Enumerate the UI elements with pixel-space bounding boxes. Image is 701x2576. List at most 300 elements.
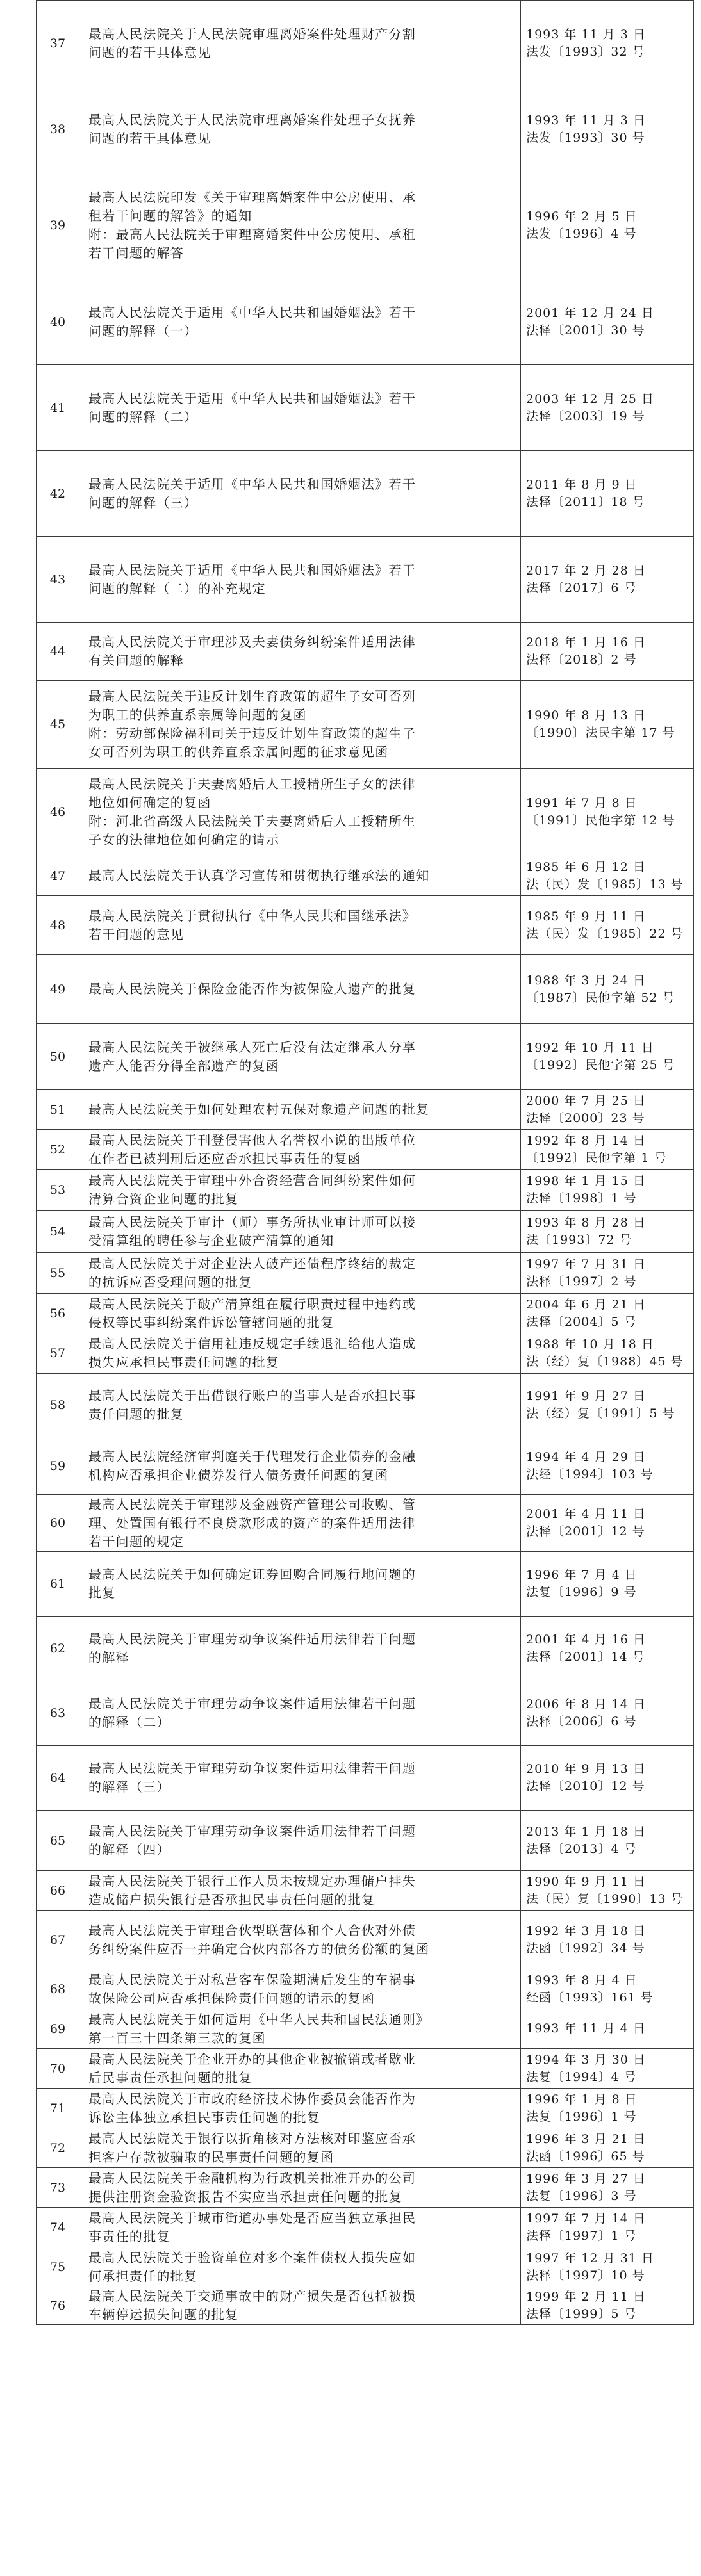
table-row [37,2247,694,2287]
issuance-info-cell [521,1681,694,1746]
issue-date: 1993 年 11 月 3 日 [526,113,646,127]
document-number: 法释〔2006〕6 号 [526,1715,637,1729]
row-number: 47 [37,856,79,896]
issue-date: 2017 年 2 月 28 日 [526,563,646,578]
issuance-info-cell [521,2168,694,2208]
table-row [37,769,694,856]
row-number: 73 [37,2168,79,2208]
row-number: 65 [37,1811,79,1871]
document-title-line: 最高人民法院关于市政府经济技术协作委员会能否作为 [88,2091,416,2107]
issuance-info-cell [521,2089,694,2128]
document-title-line: 问题的若干具体意见 [88,130,211,146]
row-number: 57 [37,1333,79,1374]
issuance-info-cell [521,1211,694,1253]
row-number: 40 [37,279,79,365]
document-number: 法释〔2003〕19 号 [526,409,645,423]
document-title-line: 最高人民法院关于企业开办的其他企业被撤销或者歇业 [88,2051,416,2067]
table-row [37,681,694,769]
issue-date: 1997 年 7 月 31 日 [526,1257,646,1271]
document-number: 法释〔2001〕12 号 [526,1524,645,1538]
document-number: 法释〔1997〕10 号 [526,2268,645,2283]
document-title-line: 最高人民法院关于如何适用《中华人民共和国民法通则》 [88,2011,430,2027]
document-title-cell [79,769,521,856]
issue-date: 2003 年 12 月 25 日 [526,391,654,406]
document-title-line: 受清算组的聘任参与企业破产清算的通知 [88,1232,334,1248]
document-title-line: 最高人民法院关于适用《中华人民共和国婚姻法》若干 [88,390,416,406]
issue-date: 2001 年 4 月 16 日 [526,1633,646,1647]
table-row [37,1911,694,1969]
table-row [37,451,694,537]
document-title-line: 最高人民法院关于被继承人死亡后没有法定继承人分享 [88,1039,416,1055]
document-title-cell [79,2128,521,2168]
document-number: 〔1991〕民他字第 12 号 [526,813,675,827]
issuance-info-cell [521,1090,694,1130]
document-title-cell [79,86,521,172]
issuance-info-cell [521,1871,694,1911]
document-title-line: 最高人民法院关于交通事故中的财产损失是否包括被损 [88,2288,416,2304]
document-title-line: 最高人民法院关于人民法院审理离婚案件处理财产分割 [88,26,416,42]
document-title-line: 最高人民法院关于信用社违反规定手续退汇给他人造成 [88,1336,416,1351]
issuance-info-cell [521,537,694,623]
document-number: 〔1987〕民他字第 52 号 [526,990,675,1005]
document-title-line: 若干问题的规定 [88,1533,185,1549]
issuance-info-cell [521,365,694,451]
issue-date: 1999 年 2 月 11 日 [526,2290,646,2304]
document-title-cell [79,2208,521,2247]
document-title-line: 最高人民法院印发《关于审理离婚案件中公房使用、承 [88,190,416,205]
document-title-line: 最高人民法院关于破产清算组在履行职责过程中违约或 [88,1296,416,1312]
table-row [37,537,694,623]
table-row [37,1437,694,1495]
issuance-info-cell [521,2009,694,2049]
document-title-line: 最高人民法院关于如何确定证券回购合同履行地问题的 [88,1567,416,1582]
table-row [37,1333,694,1374]
table-row [37,1681,694,1746]
document-title-cell [79,172,521,279]
regulations-table [36,0,694,2325]
issue-date: 2013 年 1 月 18 日 [526,1824,646,1839]
document-number: 法经〔1994〕103 号 [526,1467,654,1481]
document-title-line: 附：劳动部保险福利司关于违反计划生育政策的超生子 [88,726,416,741]
document-title-line: 最高人民法院关于验资单位对多个案件债权人损失应如 [88,2249,416,2265]
document-title-cell [79,1746,521,1811]
document-title-cell [79,1024,521,1090]
issue-date: 2018 年 1 月 16 日 [526,635,646,649]
document-title-line: 最高人民法院关于适用《中华人民共和国婚姻法》若干 [88,562,416,578]
document-number: 法复〔1996〕3 号 [526,2189,637,2203]
issuance-info-cell [521,896,694,955]
document-title-line: 最高人民法院关于审理涉及金融资产管理公司收购、管 [88,1496,416,1512]
document-title-cell [79,1681,521,1746]
document-title-line: 责任问题的批复 [88,1406,185,1422]
row-number: 75 [37,2247,79,2287]
document-title-line: 事责任的批复 [88,2228,170,2244]
document-title-line: 最高人民法院关于审理劳动争议案件适用法律若干问题 [88,1631,416,1647]
issuance-info-cell [521,1911,694,1969]
document-title-line: 诉讼主体独立承担民事责任问题的批复 [88,2109,321,2125]
document-title-line: 最高人民法院关于审理劳动争议案件适用法律若干问题 [88,1761,416,1776]
issue-date: 1985 年 9 月 11 日 [526,909,646,924]
document-title-line: 最高人民法院关于夫妻离婚后人工授精所生子女的法律 [88,776,416,792]
document-title-line: 最高人民法院关于适用《中华人民共和国婚姻法》若干 [88,476,416,492]
document-title-cell [79,279,521,365]
issue-date: 2011 年 8 月 9 日 [526,477,638,492]
table-row [37,1253,694,1294]
document-title-line: 的抗诉应否受理问题的批复 [88,1274,252,1290]
document-title-cell [79,856,521,896]
document-title-line: 第一百三十四条第三款的复函 [88,2030,266,2046]
document-title-cell [79,2287,521,2325]
document-title-line: 后民事责任承担问题的批复 [88,2069,252,2085]
issue-date: 1993 年 11 月 3 日 [526,27,646,42]
document-number: 法（经）复〔1988〕45 号 [526,1355,684,1369]
issue-date: 1997 年 7 月 14 日 [526,2211,646,2226]
table-row [37,2168,694,2208]
document-title-cell [79,1130,521,1170]
row-number: 44 [37,623,79,681]
issuance-info-cell [521,1811,694,1871]
row-number: 76 [37,2287,79,2325]
table-row [37,1811,694,1871]
row-number: 37 [37,1,79,86]
issuance-info-cell [521,2208,694,2247]
regulations-table-body [37,1,694,2325]
document-title-cell [79,2089,521,2128]
row-number: 52 [37,1130,79,1170]
document-title-line: 故保险公司应否承担保险责任问题的请示的复函 [88,1990,375,2006]
row-number: 64 [37,1746,79,1811]
row-number: 43 [37,537,79,623]
table-row [37,1552,694,1617]
document-number: 法释〔2017〕6 号 [526,580,637,595]
document-title-cell [79,1211,521,1253]
row-number: 48 [37,896,79,955]
issue-date: 1998 年 1 月 15 日 [526,1173,646,1188]
issue-date: 1994 年 3 月 30 日 [526,2052,646,2067]
issue-date: 1990 年 8 月 13 日 [526,708,646,722]
document-title-line: 最高人民法院关于如何处理农村五保对象遗产问题的批复 [88,1102,430,1117]
document-title-cell [79,2009,521,2049]
document-number: 法复〔1996〕1 号 [526,2109,637,2124]
document-title-cell [79,537,521,623]
document-number: 法释〔1999〕5 号 [526,2307,637,2321]
table-row [37,1,694,86]
document-title-line: 务纠纷案件应否一并确定合伙内部各方的债务份额的复函 [88,1941,430,1957]
document-title-line: 损失应承担民事责任问题的批复 [88,1355,280,1370]
document-title-line: 最高人民法院关于违反计划生育政策的超生子女可否列 [88,689,416,704]
issue-date: 1990 年 9 月 11 日 [526,1874,646,1889]
issuance-info-cell [521,623,694,681]
document-title-line: 遗产人能否分得全部遗产的复函 [88,1058,280,1073]
issuance-info-cell [521,1294,694,1333]
table-row [37,1211,694,1253]
document-title-line: 最高人民法院经济审判庭关于代理发行企业债券的金融 [88,1448,416,1464]
document-title-line: 最高人民法院关于审计（师）事务所执业审计师可以接 [88,1214,416,1230]
row-number: 70 [37,2049,79,2089]
document-title-line: 最高人民法院关于审理中外合资经营合同纠纷案件如何 [88,1172,416,1188]
document-number: 法（经）复〔1991〕5 号 [526,1406,675,1421]
document-number: 〔1990〕法民字第 17 号 [526,726,675,740]
document-title-cell [79,1495,521,1552]
document-title-line: 批复 [88,1585,116,1601]
document-title-line: 问题的若干具体意见 [88,44,211,60]
document-title-cell [79,451,521,537]
row-number: 67 [37,1911,79,1969]
document-title-line: 最高人民法院关于保险金能否作为被保险人遗产的批复 [88,981,416,997]
row-number: 66 [37,1871,79,1911]
document-title-line: 最高人民法院关于认真学习宣传和贯彻执行继承法的通知 [88,868,430,883]
issuance-info-cell [521,1170,694,1211]
row-number: 41 [37,365,79,451]
document-title-line: 有关问题的解释 [88,653,185,668]
document-title-line: 附：最高人民法院关于审理离婚案件中公房使用、承租 [88,227,416,242]
row-number: 51 [37,1090,79,1130]
table-row [37,856,694,896]
document-title-line: 最高人民法院关于银行以折角核对方法核对印鉴应否承 [88,2130,416,2146]
document-title-cell [79,1,521,86]
table-row [37,1969,694,2009]
issuance-info-cell [521,856,694,896]
document-title-line: 最高人民法院关于审理劳动争议案件适用法律若干问题 [88,1823,416,1839]
issuance-info-cell [521,769,694,856]
document-number: 经函〔1993〕161 号 [526,1990,654,2005]
document-title-cell [79,1911,521,1969]
issue-date: 1994 年 4 月 29 日 [526,1449,646,1464]
issuance-info-cell [521,1969,694,2009]
document-title-line: 清算合资企业问题的批复 [88,1191,239,1207]
document-title-line: 侵权等民事纠纷案件诉讼管辖问题的批复 [88,1314,334,1330]
row-number: 55 [37,1253,79,1294]
row-number: 74 [37,2208,79,2247]
document-title-cell [79,1617,521,1681]
table-row [37,2208,694,2247]
row-number: 58 [37,1374,79,1437]
issuance-info-cell [521,172,694,279]
issuance-info-cell [521,451,694,537]
issuance-info-cell [521,955,694,1024]
document-title-cell [79,681,521,769]
document-title-line: 问题的解释（三） [88,494,198,510]
document-number: 法函〔1992〕34 号 [526,1941,645,1955]
issue-date: 1996 年 1 月 8 日 [526,2092,638,2107]
table-row [37,1746,694,1811]
table-row [37,86,694,172]
document-title-line: 问题的解释（二）的补充规定 [88,580,266,596]
row-number: 42 [37,451,79,537]
document-title-cell [79,1090,521,1130]
document-number: 〔1992〕民他字第 1 号 [526,1150,667,1165]
table-row [37,896,694,955]
row-number: 49 [37,955,79,1024]
issue-date: 2000 年 7 月 25 日 [526,1093,646,1108]
document-title-line: 最高人民法院关于审理合伙型联营体和个人合伙对外债 [88,1922,416,1938]
document-title-line: 的解释（二） [88,1715,170,1730]
document-title-line: 何承担责任的批复 [88,2268,198,2284]
document-title-cell [79,1374,521,1437]
row-number: 69 [37,2009,79,2049]
issue-date: 1997 年 12 月 31 日 [526,2251,654,2265]
issuance-info-cell [521,279,694,365]
issue-date: 1992 年 8 月 14 日 [526,1133,646,1148]
document-title-cell [79,365,521,451]
issue-date: 1996 年 3 月 27 日 [526,2171,646,2186]
document-title-line: 最高人民法院关于刊登侵害他人名誉权小说的出版单位 [88,1132,416,1148]
document-number: 法发〔1996〕4 号 [526,227,637,241]
document-title-cell [79,955,521,1024]
document-title-line: 的解释（三） [88,1779,170,1795]
document-title-line: 若干问题的意见 [88,926,185,942]
issuance-info-cell [521,681,694,769]
issue-date: 1992 年 3 月 18 日 [526,1923,646,1938]
table-row [37,1024,694,1090]
row-number: 59 [37,1437,79,1495]
document-number: 〔1992〕民他字第 25 号 [526,1058,675,1072]
document-number: 法释〔2010〕12 号 [526,1779,645,1793]
document-title-line: 最高人民法院关于审理涉及夫妻债务纠纷案件适用法律 [88,634,416,649]
document-number: 法释〔2001〕14 号 [526,1650,645,1664]
row-number: 38 [37,86,79,172]
document-title-line: 提供注册资金验资报告不实应当承担责任问题的批复 [88,2189,402,2205]
document-number: 法（民）复〔1990〕13 号 [526,1891,684,1906]
document-title-line: 最高人民法院关于审理劳动争议案件适用法律若干问题 [88,1696,416,1711]
row-number: 60 [37,1495,79,1552]
table-row [37,2287,694,2325]
issuance-info-cell [521,1552,694,1617]
document-title-line: 子女的法律地位如何确定的请示 [88,832,280,847]
issue-date: 1996 年 2 月 5 日 [526,209,638,224]
issue-date: 2001 年 12 月 24 日 [526,306,654,320]
row-number: 39 [37,172,79,279]
table-row [37,623,694,681]
document-title-line: 若干问题的解答 [88,245,185,261]
issue-date: 2001 年 4 月 11 日 [526,1507,646,1521]
document-title-cell [79,2168,521,2208]
issue-date: 2010 年 9 月 13 日 [526,1762,646,1776]
document-title-line: 最高人民法院关于出借银行账户的当事人是否承担民事 [88,1388,416,1403]
document-title-cell [79,1253,521,1294]
document-title-line: 问题的解释（一） [88,323,198,339]
row-number: 56 [37,1294,79,1333]
document-title-line: 机构应否承担企业债券发行人债务责任问题的复函 [88,1467,389,1483]
table-row [37,2009,694,2049]
issuance-info-cell [521,1617,694,1681]
issue-date: 1996 年 3 月 21 日 [526,2132,646,2146]
issuance-info-cell [521,1495,694,1552]
row-number: 53 [37,1170,79,1211]
row-number: 50 [37,1024,79,1090]
issuance-info-cell [521,1024,694,1090]
document-title-cell [79,1811,521,1871]
row-number: 71 [37,2089,79,2128]
document-number: 法（民）发〔1985〕22 号 [526,926,684,941]
issue-date: 1993 年 11 月 4 日 [526,2021,646,2035]
issue-date: 1996 年 7 月 4 日 [526,1568,638,1582]
table-row [37,1871,694,1911]
table-row [37,1170,694,1211]
table-row [37,1130,694,1170]
row-number: 72 [37,2128,79,2168]
document-number: 法释〔2013〕4 号 [526,1841,637,1856]
document-title-line: 最高人民法院关于银行工作人员未按规定办理储户挂失 [88,1873,416,1889]
document-title-line: 最高人民法院关于金融机构为行政机关批准开办的公司 [88,2170,416,2186]
document-title-cell [79,1871,521,1911]
issue-date: 2006 年 8 月 14 日 [526,1697,646,1711]
document-number: 法释〔2011〕18 号 [526,494,645,509]
document-title-line: 为职工的供养直系亲属等问题的复函 [88,707,307,722]
document-title-line: 最高人民法院关于适用《中华人民共和国婚姻法》若干 [88,304,416,320]
document-title-cell [79,1294,521,1333]
document-number: 法释〔1998〕1 号 [526,1191,637,1205]
document-title-cell [79,896,521,955]
issue-date: 1992 年 10 月 11 日 [526,1041,654,1055]
document-title-line: 地位如何确定的复函 [88,795,211,810]
document-number: 法发〔1993〕32 号 [526,44,645,59]
document-number: 法释〔1997〕1 号 [526,2228,637,2243]
document-title-line: 最高人民法院关于贯彻执行《中华人民共和国继承法》 [88,908,416,924]
table-row [37,365,694,451]
document-title-line: 的解释 [88,1650,129,1665]
document-title-line: 最高人民法院关于人民法院审理离婚案件处理子女抚养 [88,111,416,127]
table-row [37,279,694,365]
document-number: 法释〔2018〕2 号 [526,653,637,667]
document-title-line: 最高人民法院关于对私营客车保险期满后发生的车祸事 [88,1971,416,1987]
table-row [37,1374,694,1437]
document-number: 法（民）发〔1985〕13 号 [526,877,684,892]
document-number: 法释〔2000〕23 号 [526,1111,645,1125]
document-number: 法释〔2004〕5 号 [526,1314,637,1329]
issuance-info-cell [521,1130,694,1170]
document-title-cell [79,1333,521,1374]
document-title-cell [79,1552,521,1617]
document-title-cell [79,1170,521,1211]
issuance-info-cell [521,86,694,172]
document-number: 法发〔1993〕30 号 [526,130,645,145]
document-title-line: 最高人民法院关于对企业法人破产还债程序终结的裁定 [88,1255,416,1271]
issuance-info-cell [521,1253,694,1294]
table-row [37,1617,694,1681]
document-title-cell [79,1969,521,2009]
document-title-cell [79,2049,521,2089]
document-title-line: 租若干问题的解答》的通知 [88,208,252,224]
issue-date: 1993 年 8 月 4 日 [526,1973,638,1987]
issue-date: 1985 年 6 月 12 日 [526,860,646,874]
table-row [37,2089,694,2128]
document-number: 法释〔2001〕30 号 [526,323,645,338]
document-title-line: 担客户存款被骗取的民事责任问题的复函 [88,2149,334,2165]
document-title-line: 理、处置国有银行不良贷款形成的资产的案件适用法律 [88,1515,416,1531]
row-number: 54 [37,1211,79,1253]
row-number: 68 [37,1969,79,2009]
document-title-line: 的解释（四） [88,1841,170,1857]
issuance-info-cell [521,1437,694,1495]
issue-date: 2004 年 6 月 21 日 [526,1297,646,1312]
document-title-line: 在作者已被判刑后还应否承担民事责任的复函 [88,1150,361,1166]
document-number: 法函〔1996〕65 号 [526,2149,645,2164]
document-title-line: 女可否列为职工的供养直系亲属问题的征求意见函 [88,744,389,760]
table-row [37,1294,694,1333]
issue-date: 1993 年 8 月 28 日 [526,1215,646,1230]
document-title-cell [79,623,521,681]
document-title-line: 最高人民法院关于城市街道办事处是否应当独立承担民 [88,2210,416,2226]
issuance-info-cell [521,1746,694,1811]
row-number: 45 [37,681,79,769]
document-number: 法〔1993〕72 号 [526,1232,632,1247]
issuance-info-cell [521,1374,694,1437]
document-number: 法复〔1994〕4 号 [526,2069,637,2084]
table-row [37,1090,694,1130]
table-row [37,2049,694,2089]
row-number: 61 [37,1552,79,1617]
